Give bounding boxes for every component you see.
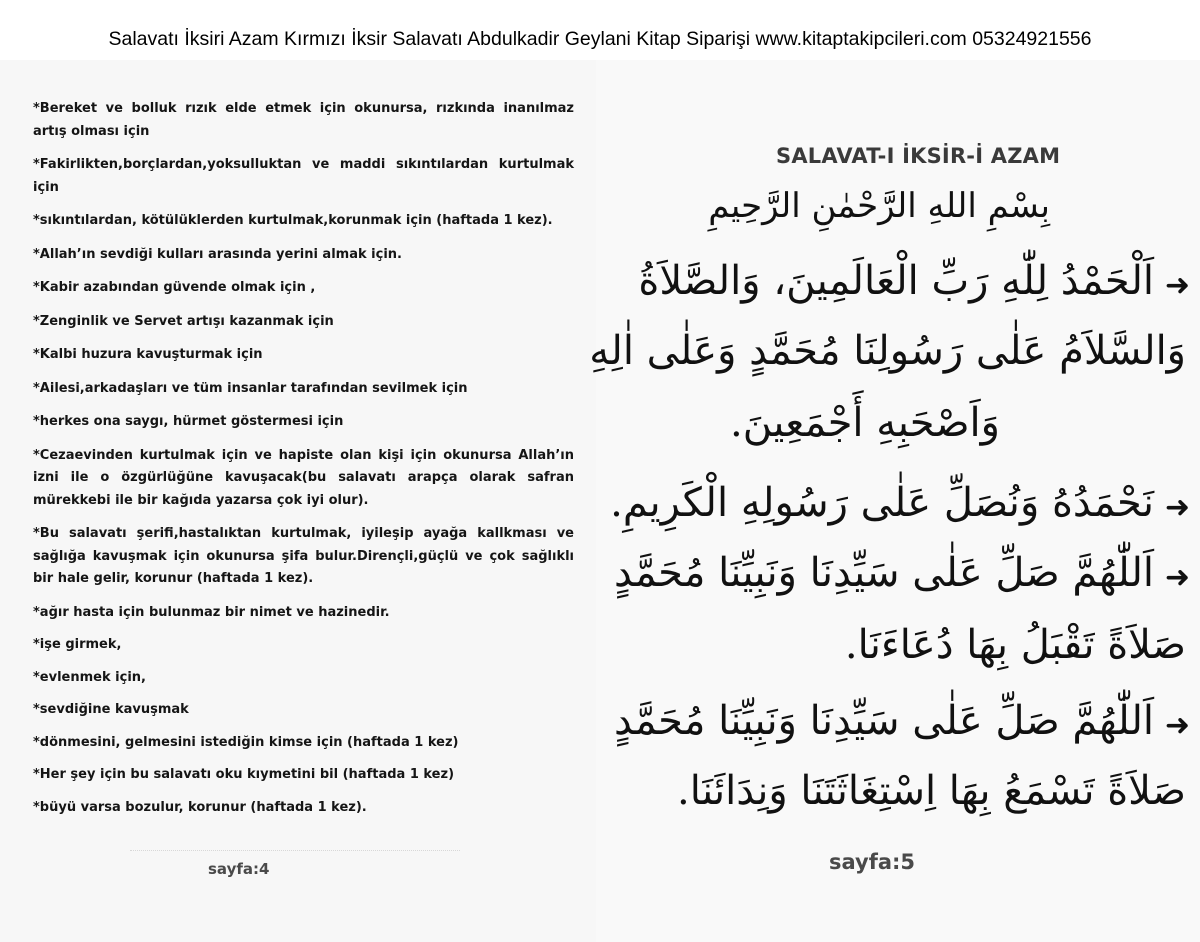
list-item: *Fakirlikten,borçlardan,yoksulluktan ve maddi sıkıntılardan kurtulmak için: [33, 157, 574, 195]
list-item: *Kabir azabından güvende olmak için ,: [33, 280, 316, 295]
arrow-icon: ➜: [1164, 490, 1190, 525]
list-item: *dönmesini, gelmesini istediğin kimse için (haftada 1 kez): [33, 734, 459, 750]
arabic-line: اَلْحَمْدُ لِلّٰهِ رَبِّ الْعَالَمِينَ، وَالصَّلاَةُ: [638, 258, 1154, 304]
list-item: *Zenginlik ve Servet artışı kazanmak için: [33, 313, 334, 329]
arrow-icon: ➜: [1164, 708, 1190, 743]
page-header-title: Salavatı İksiri Azam Kırmızı İksir Salavatı Abdulkadir Geylani Kitap Siparişi www.kitaptakipcileri.com 05324921556: [108, 28, 1092, 50]
page-divider: [130, 850, 460, 852]
list-item: *Ailesi,arkadaşları ve tüm insanlar tarafından sevilmek için: [33, 380, 468, 396]
list-item: *ağır hasta için bulunmaz bir nimet ve hazinedir.: [33, 604, 390, 620]
list-item: *Her şey için bu salavatı oku kıymetini bil (haftada 1 kez): [33, 767, 455, 782]
page-number-left: sayfa:4: [208, 860, 270, 878]
arrow-icon: ➜: [1164, 560, 1190, 595]
list-item: *sıkıntılardan, kötülüklerden kurtulmak,korunmak için (haftada 1 kez).: [33, 213, 553, 228]
salavat-title: SALAVAT-I İKSİR-İ AZAM: [776, 144, 1061, 168]
arrow-icon: ➜: [1164, 268, 1190, 303]
arabic-line: صَلاَةً تَسْمَعُ بِهَا اِسْتِغَاثَتَنَا وَنِدَائَنَا.: [677, 768, 1186, 814]
arabic-line: اَللّٰهُمَّ صَلِّ عَلٰى سَيِّدِنَا وَنَبِيِّنَا مُحَمَّدٍ: [614, 698, 1154, 744]
list-item: *evlenmek için,: [33, 669, 146, 685]
left-page: [0, 60, 596, 942]
benefits-list: [33, 98, 574, 829]
list-item: *herkes ona saygı, hürmet göstermesi için: [33, 414, 344, 429]
list-item: *Allah’ın sevdiği kulları arasında yerini almak için.: [33, 246, 402, 262]
page-number-right: sayfa:5: [829, 850, 916, 874]
arabic-line: وَاَصْحَبِهِ أَجْمَعِينَ.: [730, 400, 1000, 446]
list-item: *sevdiğine kavuşmak: [33, 702, 189, 717]
list-item: *Kalbi huzura kavuşturmak için: [33, 347, 263, 362]
arabic-line: صَلاَةً تَقْبَلُ بِهَا دُعَاءَنَا.: [844, 622, 1186, 668]
arabic-line: اَللّٰهُمَّ صَلِّ عَلٰى سَيِّدِنَا وَنَبِيِّنَا مُحَمَّدٍ: [614, 550, 1154, 596]
right-page: [589, 60, 1200, 942]
basmala: بِسْمِ اللهِ الرَّحْمٰنِ الرَّحِيمِ: [708, 186, 1050, 226]
list-item: *büyü varsa bozulur, korunur (haftada 1 kez).: [33, 799, 367, 815]
list-item: *Bereket ve bolluk rızık elde etmek için okunursa, rızkında inanılmaz artış olması için: [33, 101, 574, 139]
arabic-line: نَحْمَدُهُ وَنُصَلِّ عَلٰى رَسُولِهِ الْكَرِيمِ.: [610, 480, 1154, 526]
list-item: *Bu salavatı şerifi,hastalıktan kurtulmak, iyileşip ayağa kallkması ve sağlığa kavuşmak için okunursa şifa bulur.Dirençli,güçlü ve çok sağlıklı bir hale gelir, korunur (haftada 1 kez).: [33, 526, 574, 586]
list-item: *Cezaevinden kurtulmak için ve hapiste olan kişi için okunursa Allah’ın izni ile o özgürlüğüne kavuşacak(bu salavatı arapça olarak safran mürekkebi ile bir kağıda yazarsa çok iyi olur).: [33, 447, 574, 508]
list-item: *işe girmek,: [33, 637, 122, 652]
arabic-line: وَالسَّلاَمُ عَلٰى رَسُولِنَا مُحَمَّدٍ وَعَلٰى اٰلِهِ: [589, 328, 1186, 374]
